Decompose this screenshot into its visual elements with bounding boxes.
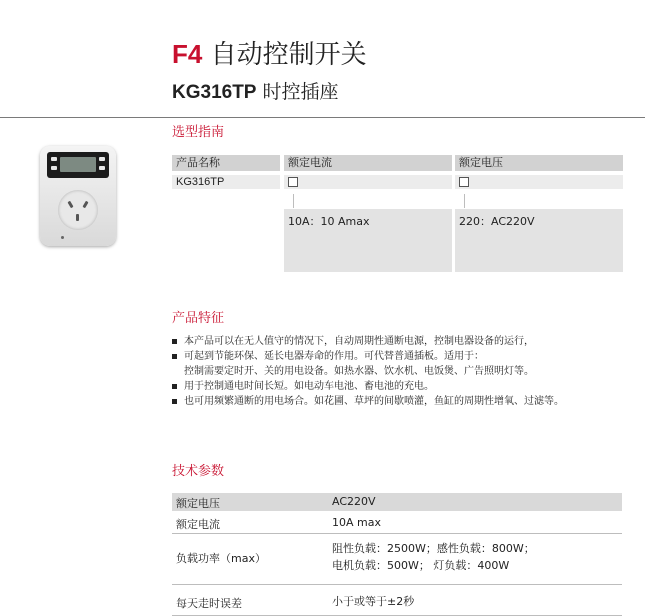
param-value: 10A max: [332, 516, 381, 529]
indicator-led: [61, 236, 64, 239]
bullet-icon: [172, 399, 177, 404]
selection-heading: 选型指南: [172, 125, 225, 140]
table-row: [172, 585, 622, 615]
device-button: [99, 157, 105, 161]
product-type: 时控插座: [262, 81, 339, 103]
param-value: 小于或等于±2秒: [332, 595, 415, 608]
device-button: [99, 166, 105, 170]
feature-text: 用于控制通电时间长短。如电动车电池、畜电池的充电。: [184, 381, 434, 392]
page-subtitle: [172, 80, 339, 105]
option-row: [455, 175, 623, 189]
socket-hole: [76, 214, 79, 221]
features-list: [172, 334, 564, 409]
device-lcd: [60, 157, 96, 172]
param-name: 额定电压: [176, 497, 220, 510]
socket-face: [58, 190, 98, 230]
current-option-value: 10A：10 Amax: [284, 209, 452, 272]
device-button: [51, 157, 57, 161]
feature-item: [172, 379, 564, 394]
param-name: 负载功率（max）: [176, 552, 266, 565]
table-row: [172, 534, 622, 584]
column-header: 产品名称: [172, 155, 280, 171]
bullet-icon: [172, 354, 177, 359]
selection-column-current: [284, 155, 452, 189]
param-value: 阻性负载：2500W；感性负载：800W；: [332, 542, 535, 555]
device-button: [51, 166, 57, 170]
device-display: [47, 152, 109, 178]
param-value: 电机负载：500W； 灯负载：400W: [332, 559, 510, 572]
feature-item: [172, 334, 564, 349]
option-row: [284, 175, 452, 189]
table-row: [172, 511, 622, 533]
tech-heading: 技术参数: [172, 464, 225, 479]
bullet-icon: [172, 384, 177, 389]
param-value: AC220V: [332, 495, 376, 508]
tech-table: [172, 493, 622, 616]
column-header: 额定电流: [284, 155, 452, 171]
product-name-value: KG316TP: [172, 175, 280, 189]
feature-text: 本产品可以在无人值守的情况下，自动周期性通断电源，控制电器设备的运行，: [184, 336, 534, 347]
product-image: [40, 146, 116, 246]
bullet-icon: [172, 339, 177, 344]
table-row: [172, 493, 622, 511]
selection-column-name: [172, 155, 280, 189]
page-title: [172, 38, 367, 71]
model-number: KG316TP: [172, 82, 257, 103]
selection-column-voltage: [455, 155, 623, 189]
option-checkbox[interactable]: [288, 177, 298, 187]
option-checkbox[interactable]: [459, 177, 469, 187]
option-connector: [464, 194, 465, 208]
feature-text: 也可用频繁通断的用电场合。如花圃、草坪的间歇喷灌，鱼缸的周期性增氧、过滤等。: [184, 396, 564, 407]
socket-hole: [67, 201, 73, 209]
feature-text: 控制需要定时开、关的用电设备。如热水器、饮水机、电饭煲、广告照明灯等。: [184, 366, 534, 377]
socket-hole: [82, 201, 88, 209]
voltage-option-value: 220：AC220V: [455, 209, 623, 272]
column-header: 额定电压: [455, 155, 623, 171]
header-divider: [0, 117, 645, 118]
feature-item: [172, 349, 564, 379]
features-heading: 产品特征: [172, 311, 225, 326]
feature-item: [172, 394, 564, 409]
param-name: 额定电流: [176, 518, 220, 531]
param-name: 每天走时误差: [176, 597, 242, 610]
series-name: 自动控制开关: [210, 40, 367, 70]
feature-text: 可起到节能环保、延长电器寿命的作用。可代替普通插板。适用于：: [184, 351, 484, 362]
series-code: F4: [172, 39, 203, 69]
option-connector: [293, 194, 294, 208]
